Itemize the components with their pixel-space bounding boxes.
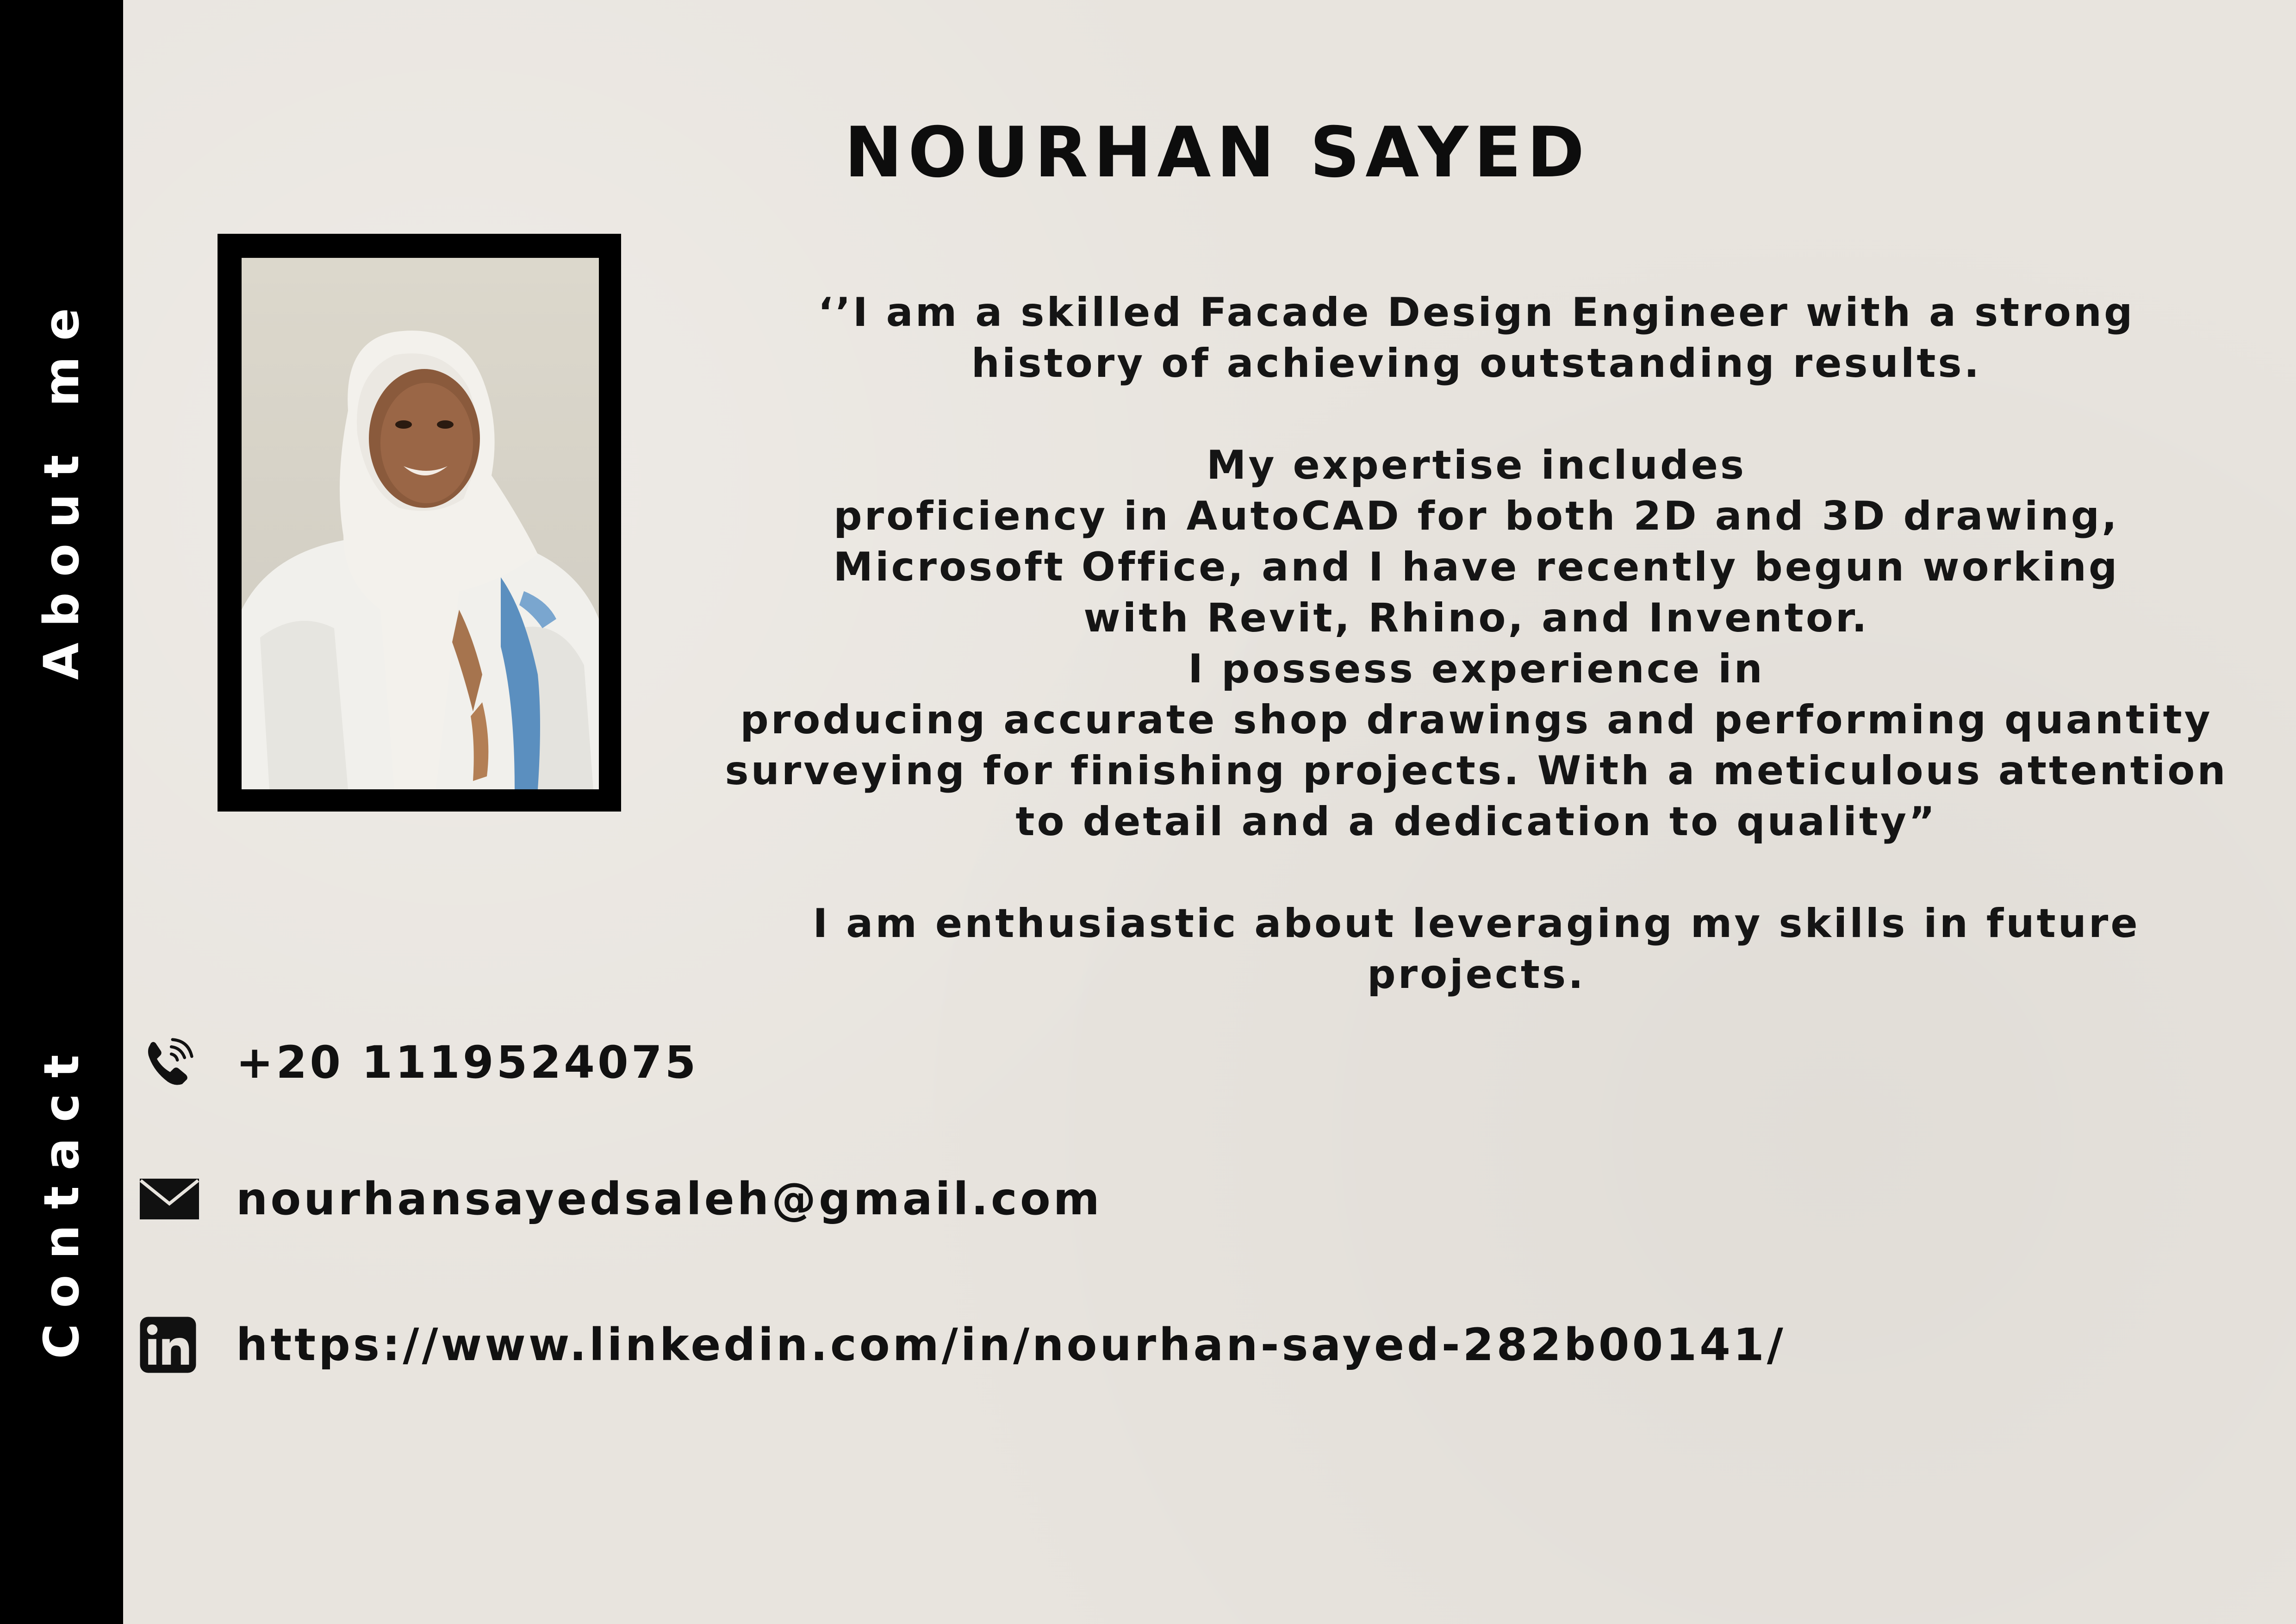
contact-email-row xyxy=(139,1164,1102,1234)
portrait-photo xyxy=(242,258,599,789)
contact-label: Contact xyxy=(33,1039,90,1359)
linkedin-icon xyxy=(139,1312,204,1377)
phone-icon xyxy=(139,1030,204,1095)
about-line: proficiency in AutoCAD for both 2D and 3D drawing, xyxy=(834,493,2119,539)
about-text xyxy=(722,287,2231,1000)
about-line: I possess experience in xyxy=(1188,646,1765,692)
about-line: to detail and a dedication to quality” xyxy=(1015,799,1937,845)
linkedin-url[interactable]: https://www.linkedin.com/in/nourhan-sayed-282b00141/ xyxy=(236,1319,1786,1371)
about-me-label: About me xyxy=(33,292,90,680)
about-line: history of achieving outstanding results. xyxy=(971,340,1982,387)
phone-number[interactable]: +20 1119524075 xyxy=(236,1037,699,1088)
about-paragraph-1 xyxy=(722,287,2231,389)
about-paragraph-2 xyxy=(722,440,2231,847)
person-name: NOURHAN SAYED xyxy=(844,112,1590,193)
envelope-icon xyxy=(139,1167,204,1231)
about-line: surveying for finishing projects. With a meticulous attention xyxy=(725,748,2228,794)
about-paragraph-3 xyxy=(722,898,2231,1000)
about-line: producing accurate shop drawings and performing quantity xyxy=(740,697,2213,743)
portrait-illustration xyxy=(242,258,599,789)
about-line: I am enthusiastic about leveraging my skills in future projects. xyxy=(813,900,2140,998)
about-line: Microsoft Office, and I have recently begun working xyxy=(833,544,2120,590)
about-line: My expertise includes xyxy=(1206,442,1747,488)
about-line: with Revit, Rhino, and Inventor. xyxy=(1083,595,1869,641)
sidebar xyxy=(0,0,123,1624)
about-line: ‘’I am a skilled Facade Design Engineer with a strong xyxy=(818,289,2135,336)
contact-linkedin-row xyxy=(139,1310,1786,1380)
email-address[interactable]: nourhansayedsaleh@gmail.com xyxy=(236,1173,1102,1225)
photo-frame xyxy=(218,234,621,812)
contact-phone-row xyxy=(139,1028,699,1097)
